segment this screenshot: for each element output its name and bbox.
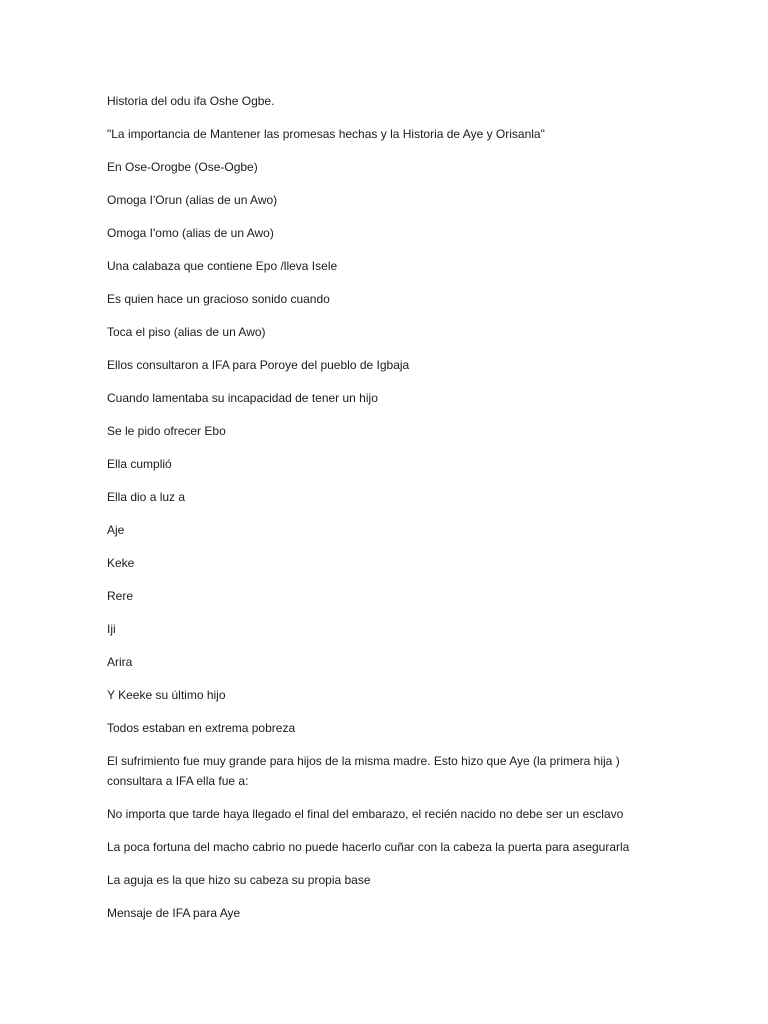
text-line: La aguja es la que hizo su cabeza su propia base [107,873,371,887]
text-line: Toca el piso (alias de un Awo) [107,325,266,339]
text-line: Se le pido ofrecer Ebo [107,424,226,438]
paragraph [107,685,727,705]
text-line: Rere [107,589,134,603]
text-line: Ella cumplió [107,457,172,471]
paragraph [107,355,727,375]
paragraph [107,157,727,177]
paragraph [107,388,727,408]
paragraph [107,718,727,738]
text-line: Cuando lamentaba su incapacidad de tener un hijo [107,391,378,405]
paragraph [107,804,727,824]
paragraph [107,289,727,309]
paragraph [107,322,727,342]
text-line: Todos estaban en extrema pobreza [107,721,296,735]
paragraph [107,256,727,276]
text-line: Es quien hace un gracioso sonido cuando [107,292,330,306]
paragraph [107,652,727,672]
paragraph [107,487,727,507]
document-title [107,91,727,111]
text-line: Aje [107,523,125,537]
text-line: Arira [107,655,133,669]
paragraph [107,870,727,890]
paragraph [107,837,727,857]
text-line: "La importancia de Mantener las promesas hechas y la Historia de Aye y Orisanla" [107,127,545,141]
text-line: Omoga I'omo (alias de un Awo) [107,226,274,240]
paragraph [107,553,727,573]
document-body [107,91,727,936]
text-line: Y Keeke su último hijo [107,688,226,702]
document-subtitle [107,124,727,144]
text-line: Una calabaza que contiene Epo /lleva Isele [107,259,338,273]
paragraph [107,903,727,923]
paragraph [107,223,727,243]
paragraph [107,751,727,791]
paragraph [107,520,727,540]
text-line: Omoga I'Orun (alias de un Awo) [107,193,278,207]
text-line: El sufrimiento fue muy grande para hijos de la misma madre. Esto hizo que Aye (la primera hija ) [107,754,620,768]
text-line: consultara a IFA ella fue a: [107,774,249,788]
text-line: La poca fortuna del macho cabrio no puede hacerlo cuñar con la cabeza la puerta para asegurarla [107,840,630,854]
text-line: Historia del odu ifa Oshe Ogbe. [107,94,275,108]
text-line: Ellos consultaron a IFA para Poroye del pueblo de Igbaja [107,358,410,372]
text-line: Mensaje de IFA para Aye [107,906,241,920]
paragraph [107,619,727,639]
paragraph [107,190,727,210]
text-line: Keke [107,556,135,570]
paragraph [107,454,727,474]
text-line: Iji [107,622,116,636]
paragraph [107,586,727,606]
text-line: Ella dio a luz a [107,490,186,504]
text-line: No importa que tarde haya llegado el final del embarazo, el recién nacido no debe ser un esclavo [107,807,624,821]
paragraph [107,421,727,441]
text-line: En Ose-Orogbe (Ose-Ogbe) [107,160,258,174]
